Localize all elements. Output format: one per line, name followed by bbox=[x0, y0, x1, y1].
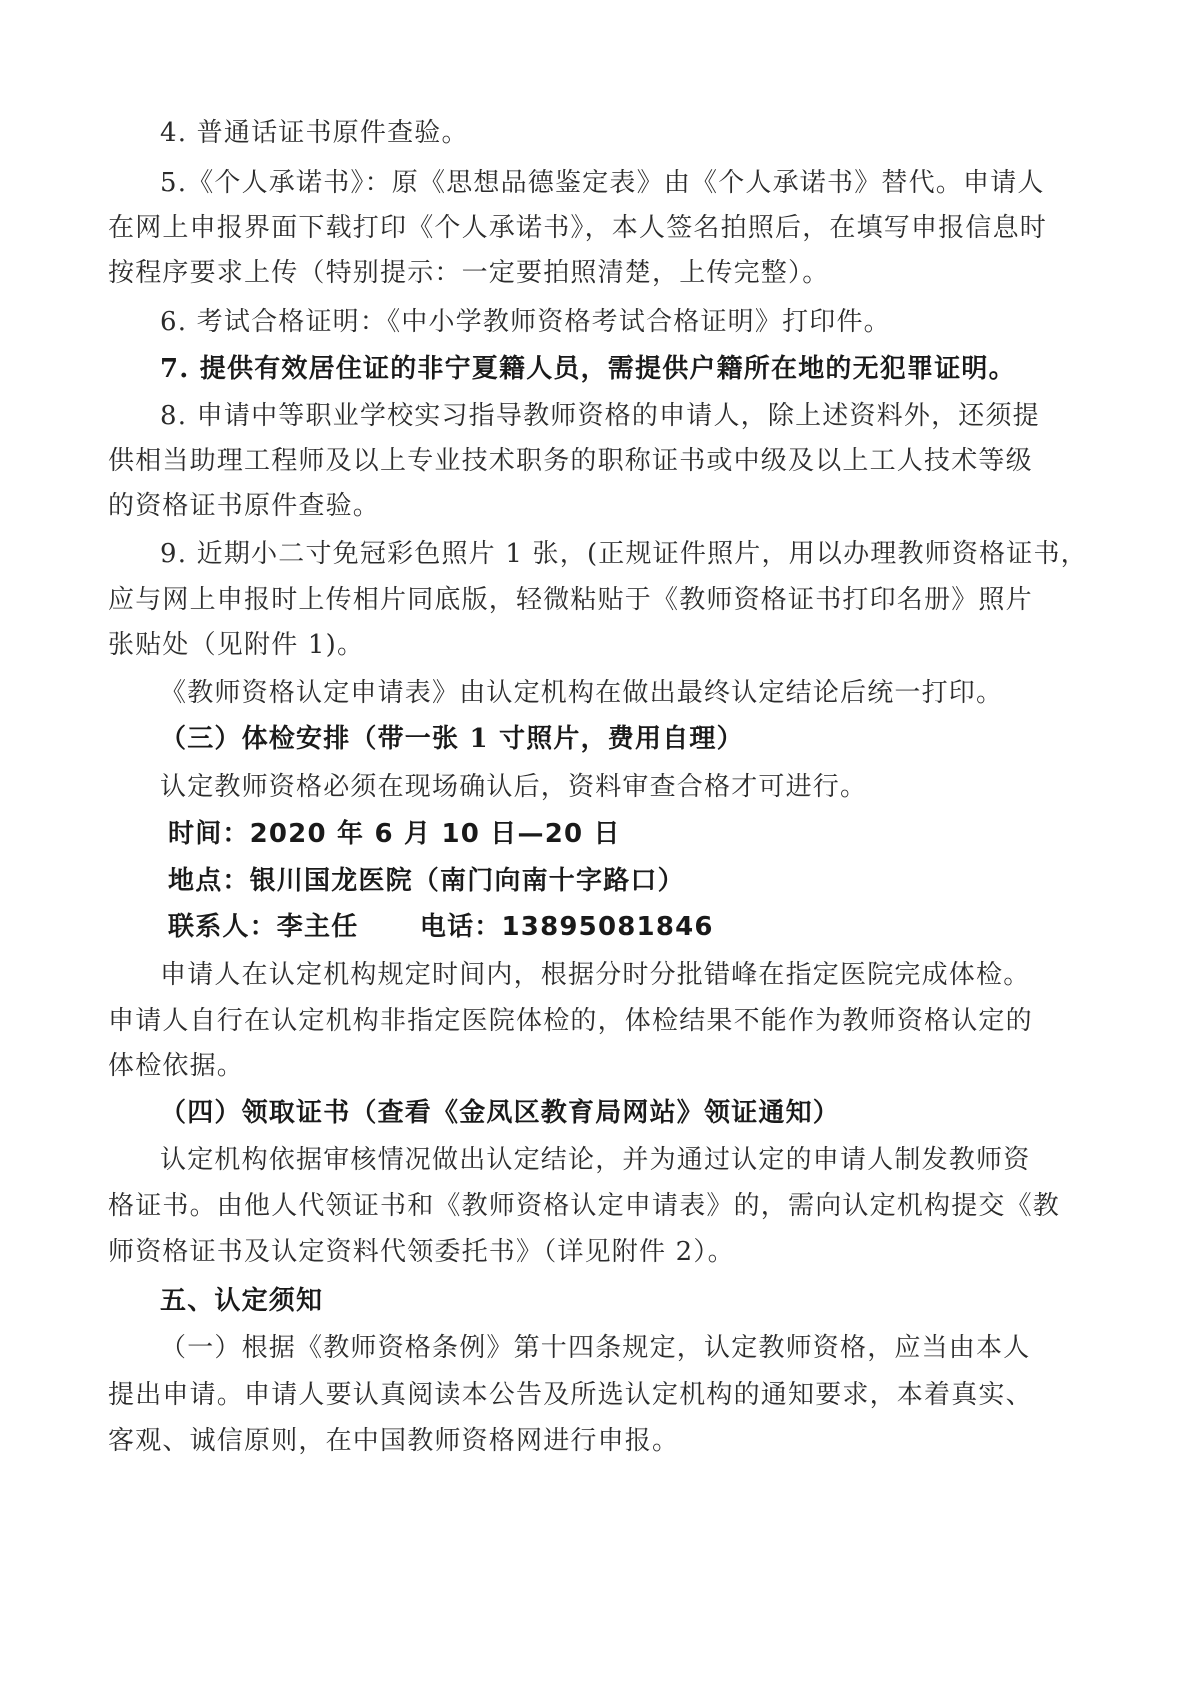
item-5-line-1: 5.《个人承诺书》：原《思想品德鉴定表》由《个人承诺书》替代。申请人 bbox=[160, 168, 1045, 198]
section-3-body-line-3: 体检依据。 bbox=[108, 1051, 245, 1081]
item-7: 7. 提供有效居住证的非宁夏籍人员，需提供户籍所在地的无犯罪证明。 bbox=[160, 354, 1016, 384]
item-5-line-3: 按程序要求上传（特别提示：一定要拍照清楚，上传完整）。 bbox=[108, 258, 830, 288]
item-8-line-2: 供相当助理工程师及以上专业技术职务的职称证书或中级及以上工人技术等级 bbox=[108, 446, 1033, 476]
section-5-body-line-3: 客观、诚信原则，在中国教师资格网进行申报。 bbox=[108, 1426, 680, 1456]
section-4-heading: （四）领取证书（查看《金凤区教育局网站》领证通知） bbox=[160, 1098, 841, 1128]
section-5-body-line-2: 提出申请。申请人要认真阅读本公告及所选认定机构的通知要求，本着真实、 bbox=[108, 1380, 1033, 1410]
section-4-body-line-1: 认定机构依据审核情况做出认定结论，并为通过认定的申请人制发教师资 bbox=[160, 1145, 1031, 1175]
item-9-line-2: 应与网上申报时上传相片同底版，轻微粘贴于《教师资格证书打印名册》照片 bbox=[108, 585, 1033, 615]
item-8-line-1: 8. 申请中等职业学校实习指导教师资格的申请人，除上述资料外，还须提 bbox=[160, 401, 1040, 431]
section-4-body-line-2: 格证书。由他人代领证书和《教师资格认定申请表》的，需向认定机构提交《教 bbox=[108, 1191, 1061, 1221]
exam-time: 时间：2020 年 6 月 10 日—20 日 bbox=[168, 819, 621, 849]
exam-place: 地点：银川国龙医院（南门向南十字路口） bbox=[168, 866, 685, 896]
item-9-line-3: 张贴处（见附件 1)。 bbox=[108, 630, 365, 660]
item-6: 6. 考试合格证明：《中小学教师资格考试合格证明》打印件。 bbox=[160, 307, 891, 337]
item-8-line-3: 的资格证书原件查验。 bbox=[108, 491, 381, 521]
item-5-line-2: 在网上申报界面下载打印《个人承诺书》，本人签名拍照后，在填写申报信息时 bbox=[108, 213, 1048, 243]
exam-contact: 联系人：李主任 电话：13895081846 bbox=[168, 912, 714, 942]
section-5-heading: 五、认定须知 bbox=[160, 1286, 324, 1316]
section-3-intro: 认定教师资格必须在现场确认后，资料审查合格才可进行。 bbox=[160, 772, 868, 802]
section-5-body-line-1: （一）根据《教师资格条例》第十四条规定，认定教师资格，应当由本人 bbox=[160, 1333, 1031, 1363]
apply-form-note: 《教师资格认定申请表》由认定机构在做出最终认定结论后统一打印。 bbox=[160, 678, 1004, 708]
section-3-heading: （三）体检安排（带一张 1 寸照片，费用自理） bbox=[160, 724, 744, 754]
item-9-line-1: 9. 近期小二寸免冠彩色照片 1 张，(正规证件照片，用以办理教师资格证书， bbox=[160, 539, 1088, 569]
item-4: 4. 普通话证书原件查验。 bbox=[160, 118, 469, 148]
section-3-body-line-2: 申请人自行在认定机构非指定医院体检的，体检结果不能作为教师资格认定的 bbox=[108, 1006, 1033, 1036]
section-4-body-line-3: 师资格证书及认定资料代领委托书》（详见附件 2）。 bbox=[108, 1237, 735, 1267]
section-3-body-line-1: 申请人在认定机构规定时间内，根据分时分批错峰在指定医院完成体检。 bbox=[160, 960, 1031, 990]
